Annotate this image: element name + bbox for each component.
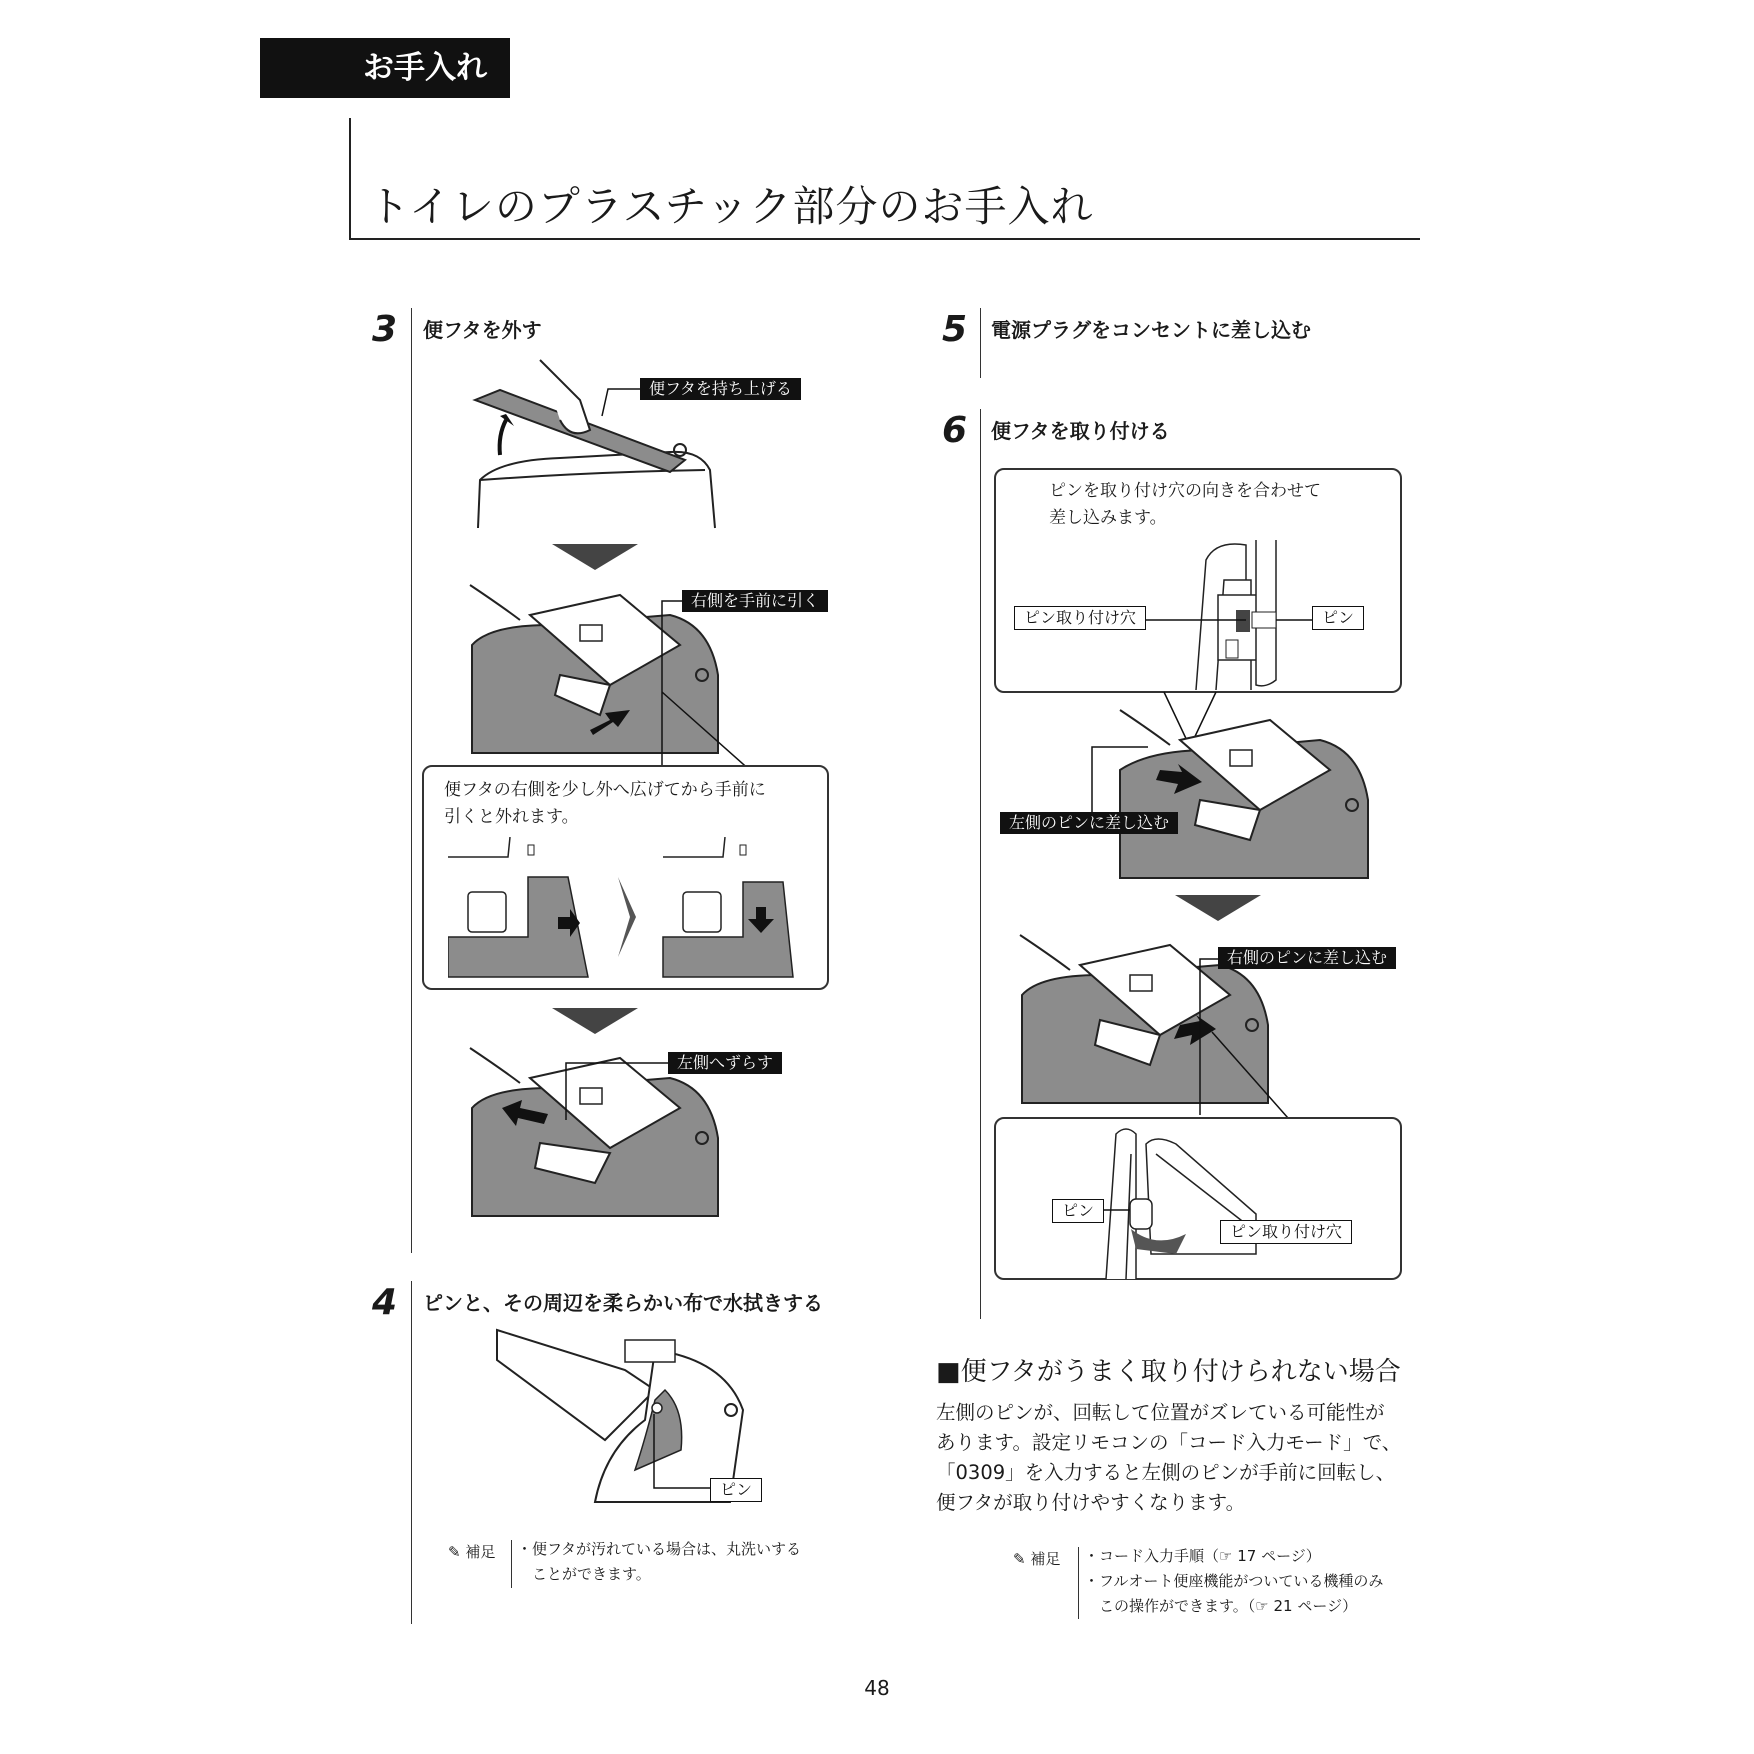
step-3-rule (411, 308, 412, 1253)
trouble-body (936, 1398, 1426, 1518)
note-line: ・フルオート便座機能がついている機種のみ (1084, 1572, 1384, 1590)
title-divider-horizontal (349, 238, 1420, 240)
page-number: 48 (864, 1676, 890, 1700)
trouble-heading: ■便フタがうまく取り付けられない場合 (936, 1357, 1401, 1387)
down-arrow-icon (1175, 895, 1261, 921)
body-line: 便フタが取り付けやすくなります。 (936, 1491, 1246, 1514)
step-5-number: 5 (942, 309, 968, 350)
step-3-callout (422, 765, 829, 990)
label-lift-lid: 便フタを持ち上げる (640, 378, 801, 400)
leader-line (560, 1062, 670, 1122)
step-5-rule (980, 308, 981, 378)
body-line: あります。設定リモコンの「コード入力モード」で、 (936, 1431, 1402, 1454)
note-line: ・便フタが汚れている場合は、丸洗いする (517, 1540, 801, 1558)
note-label: 補足 (465, 1543, 496, 1561)
lid-hinge-detail-illustration (448, 837, 808, 982)
pin-insert-detail-callout (994, 1117, 1402, 1280)
leader-line (652, 1412, 712, 1492)
label-pin: ピン (710, 1478, 762, 1502)
callout-line-2: 差し込みます。 (1049, 508, 1167, 528)
trouble-note (1084, 1544, 1383, 1619)
label-pin-hole: ピン取り付け穴 (1220, 1220, 1352, 1244)
leader-line (600, 388, 642, 418)
page-title: トイレのプラスチック部分のお手入れ (368, 182, 1094, 231)
label-pull-right: 右側を手前に引く (682, 590, 828, 612)
body-line: 左側のピンが、回転して位置がズレている可能性が (936, 1401, 1385, 1424)
note-label: 補足 (1030, 1550, 1061, 1568)
note-line: この操作ができます。（☞ 21 ページ） (1084, 1597, 1358, 1615)
label-insert-right-pin: 右側のピンに差し込む (1218, 947, 1396, 969)
note-line: ・コード入力手順（☞ 17 ページ） (1084, 1547, 1321, 1565)
step-6-title: 便フタを取り付ける (991, 419, 1170, 443)
title-divider-vertical (349, 118, 351, 240)
callout-line-1: ピンを取り付け穴の向きを合わせて (1049, 481, 1321, 501)
down-arrow-icon (552, 544, 638, 570)
down-arrow-icon (552, 1008, 638, 1034)
label-insert-left-pin: 左側のピンに差し込む (1000, 812, 1178, 834)
callout-line-2: 引くと外れます。 (444, 807, 579, 827)
leader-line (1146, 615, 1316, 625)
label-slide-left: 左側へずらす (668, 1052, 782, 1074)
step-4-rule (411, 1281, 412, 1624)
step-3-title: 便フタを外す (423, 318, 542, 342)
step-3-number: 3 (372, 309, 398, 350)
step-4-note (517, 1537, 801, 1587)
step-5-title: 電源プラグをコンセントに差し込む (991, 318, 1311, 342)
callout-pointer (1210, 1030, 1290, 1120)
pencil-icon: ✎ (1013, 1550, 1026, 1568)
step-4-number: 4 (372, 1282, 398, 1323)
label-pin: ピン (1312, 606, 1364, 630)
pin-alignment-callout (994, 468, 1402, 693)
pin-insert-closeup-illustration (1096, 1124, 1326, 1279)
body-line: 「0309」を入力すると左側のピンが手前に回転し、 (936, 1461, 1396, 1484)
label-pin: ピン (1052, 1199, 1104, 1223)
callout-line-1: 便フタの右側を少し外へ広げてから手前に (444, 780, 766, 800)
note-line: ことができます。 (517, 1565, 651, 1583)
label-pin-hole: ピン取り付け穴 (1014, 606, 1146, 630)
note-rule (511, 1540, 512, 1588)
step-4-title: ピンと、その周辺を柔らかい布で水拭きする (423, 1291, 823, 1315)
step-6-rule (980, 409, 981, 1319)
step-6-number: 6 (942, 410, 968, 451)
note-rule (1078, 1547, 1079, 1619)
pencil-icon: ✎ (448, 1543, 461, 1561)
section-tab: お手入れ (260, 38, 510, 98)
